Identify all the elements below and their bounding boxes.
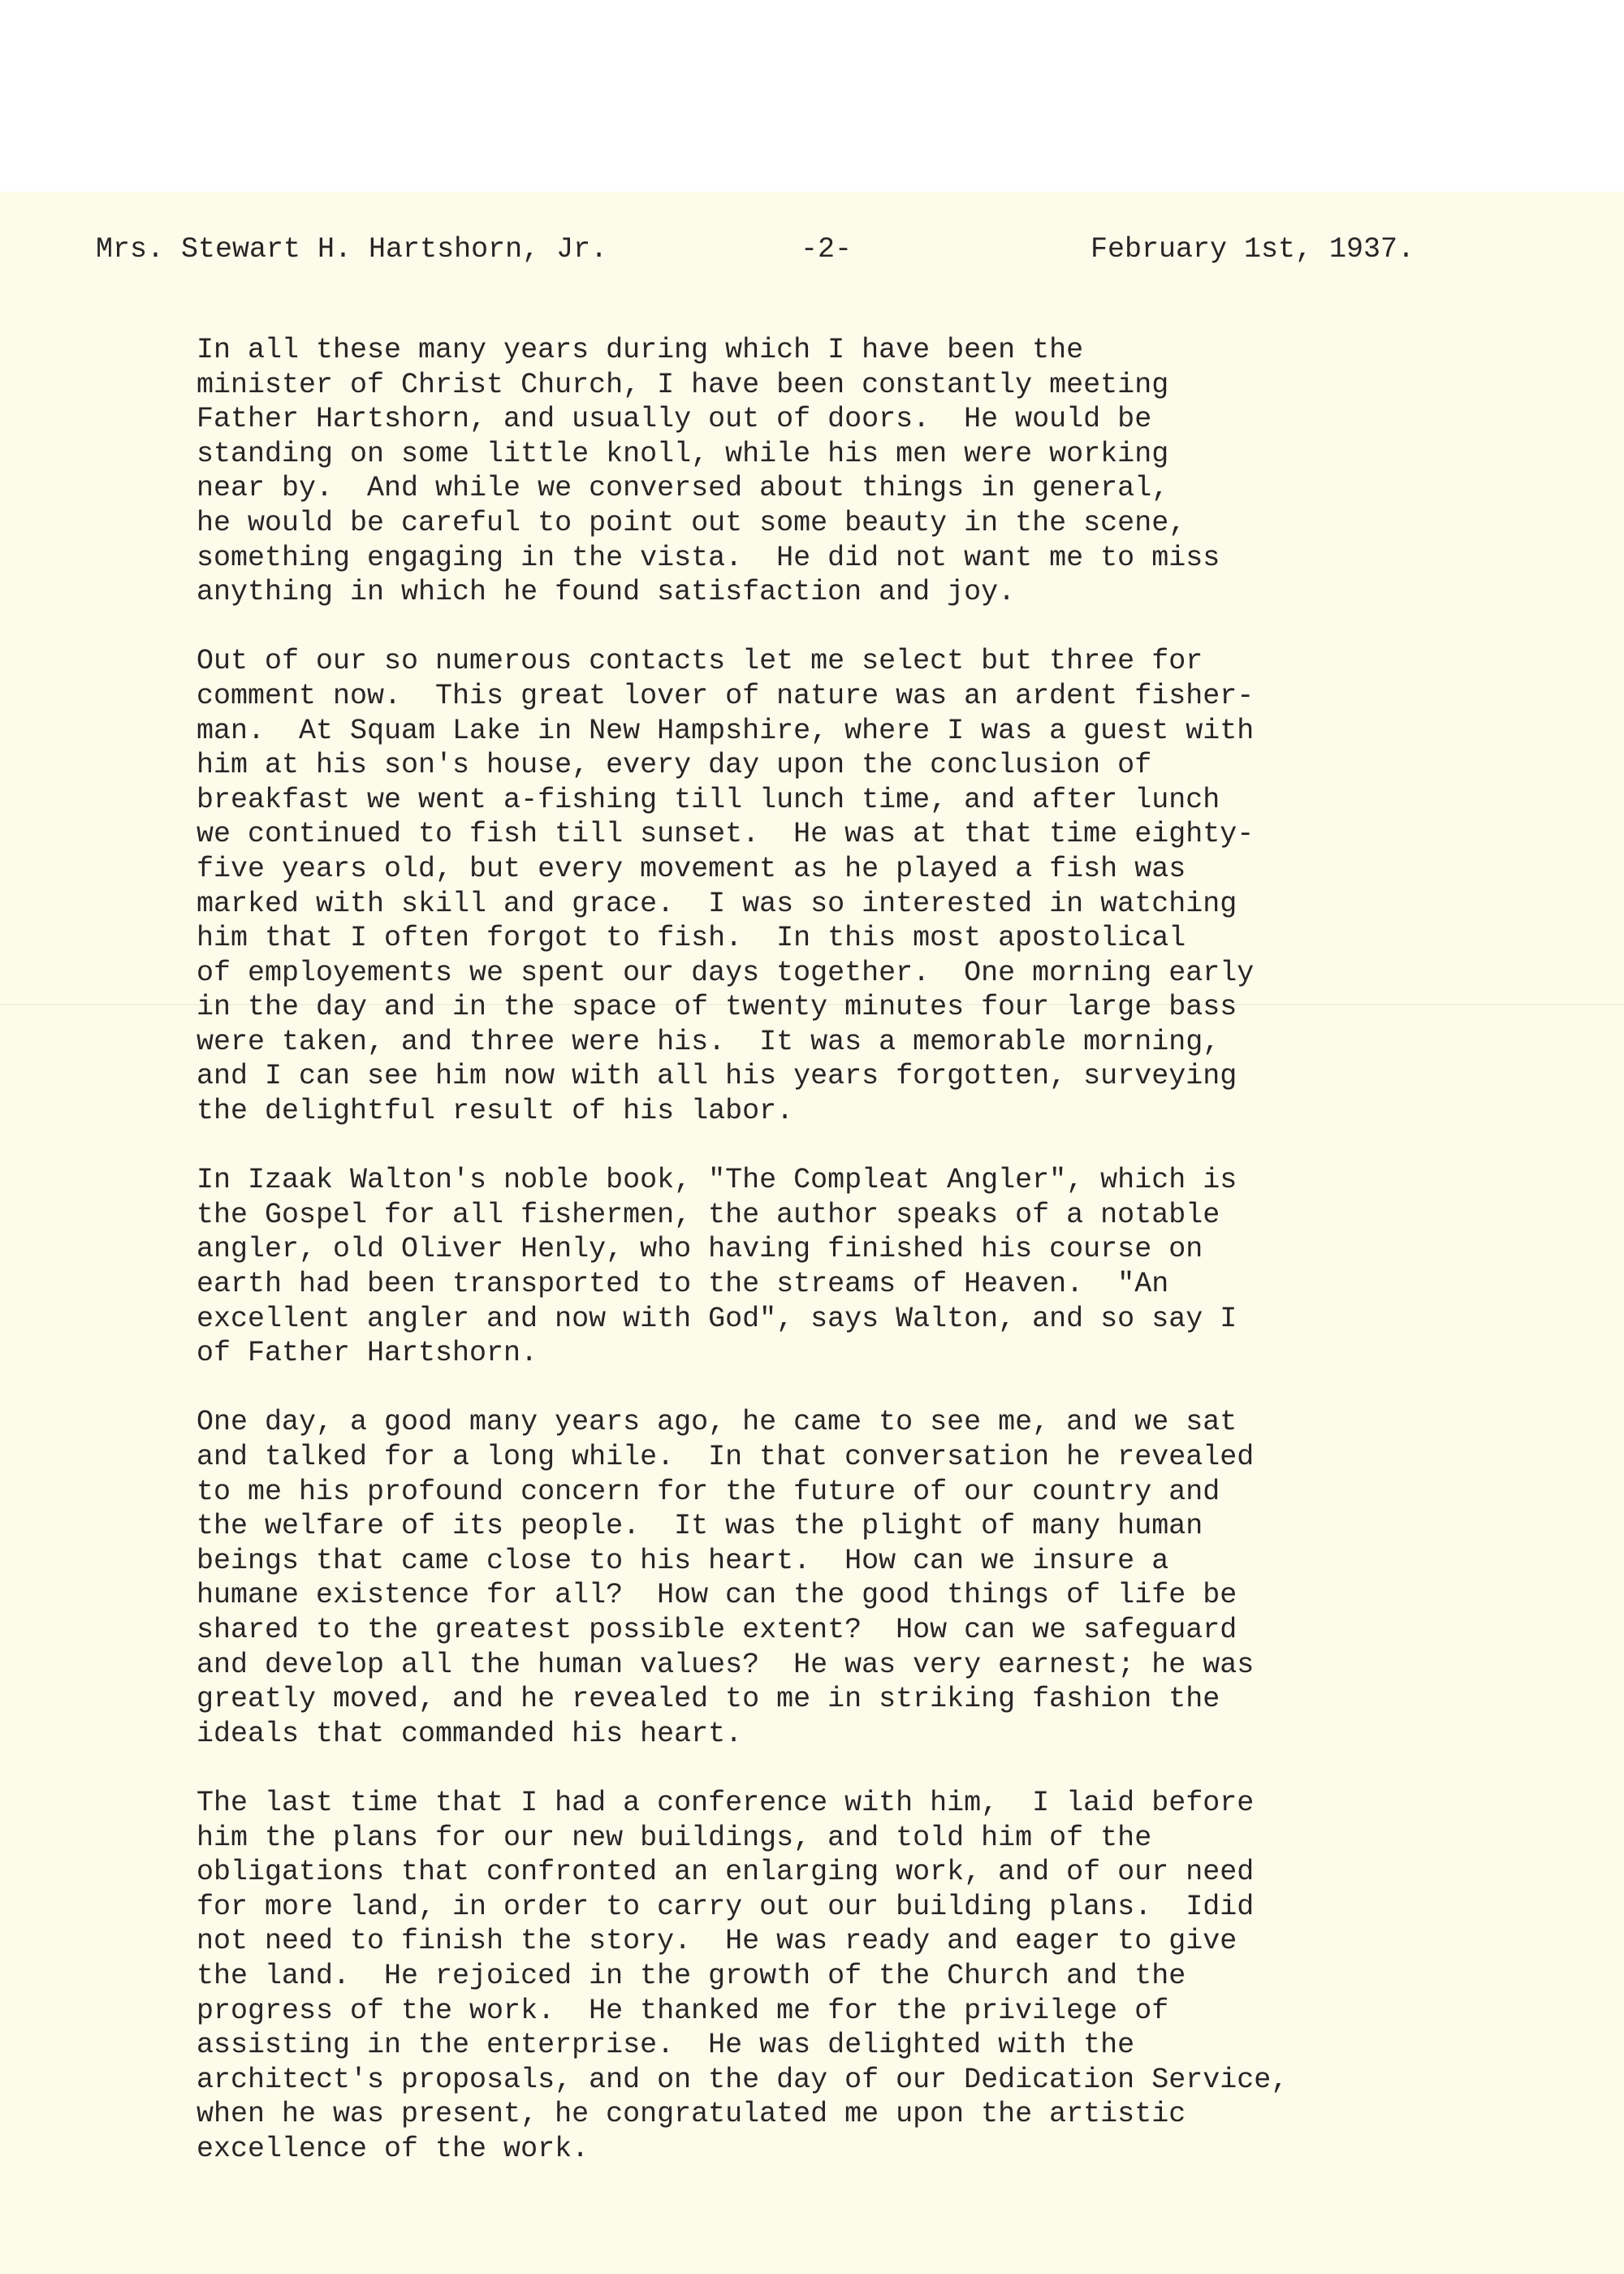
paragraph-tributes-outdoors: [197, 333, 1528, 610]
text-line: anything in which he found satisfaction and joy.: [197, 576, 1016, 609]
text-line: and develop all the human values? He was very earnest; he was: [197, 1648, 1255, 1681]
text-line: he would be careful to point out some beauty in the scene,: [197, 506, 1186, 539]
text-line: were taken, and three were his. It was a memorable morning,: [197, 1025, 1220, 1058]
paragraph-last-conference: [197, 1786, 1528, 2167]
text-line: The last time that I had a conference with him, I laid before: [197, 1786, 1255, 1819]
text-line: we continued to fish till sunset. He was at that time eighty-: [197, 818, 1255, 851]
text-line: architect's proposals, and on the day of our Dedication Service,: [197, 2063, 1289, 2096]
text-line: Father Hartshorn, and usually out of doors. He would be: [197, 403, 1152, 436]
text-line: something engaging in the vista. He did not want me to miss: [197, 541, 1220, 574]
text-line: five years old, but every movement as he played a fish was: [197, 852, 1186, 885]
text-line: not need to finish the story. He was ready and eager to give: [197, 1925, 1237, 1958]
header-date: February 1st, 1937.: [1091, 233, 1415, 266]
text-line: shared to the greatest possible extent? How can we safeguard: [197, 1613, 1237, 1646]
text-line: and I can see him now with all his years forgotten, surveying: [197, 1060, 1237, 1093]
text-line: for more land, in order to carry out our building plans. Idid: [197, 1890, 1255, 1923]
text-line: near by. And while we conversed about things in general,: [197, 472, 1169, 505]
text-line: breakfast we went a-fishing till lunch time, and after lunch: [197, 783, 1220, 816]
text-line: beings that came close to his heart. How can we insure a: [197, 1544, 1169, 1577]
text-line: to me his profound concern for the future of our country and: [197, 1475, 1220, 1508]
paragraph-walton: [197, 1163, 1528, 1371]
text-line: excellence of the work.: [197, 2132, 590, 2165]
text-line: In all these many years during which I have been the: [197, 334, 1084, 366]
text-line: in the day and in the space of twenty minutes four large bass: [197, 991, 1237, 1024]
text-line: angler, old Oliver Henly, who having finished his course on: [197, 1233, 1203, 1266]
header-page-number: -2-: [801, 233, 853, 266]
text-line: standing on some little knoll, while his men were working: [197, 437, 1169, 470]
text-line: of employements we spent our days together. One morning early: [197, 956, 1255, 989]
text-line: assisting in the enterprise. He was delighted with the: [197, 2029, 1135, 2062]
text-line: the delightful result of his labor.: [197, 1095, 794, 1128]
letter-body: [197, 333, 1528, 2201]
text-line: the land. He rejoiced in the growth of the Church and the: [197, 1959, 1186, 1992]
text-line: him that I often forgot to fish. In this most apostolical: [197, 922, 1186, 955]
text-line: minister of Christ Church, I have been constantly meeting: [197, 368, 1169, 401]
text-line: of Father Hartshorn.: [197, 1337, 538, 1370]
text-line: marked with skill and grace. I was so interested in watching: [197, 887, 1237, 920]
text-line: greatly moved, and he revealed to me in striking fashion the: [197, 1683, 1220, 1716]
text-line: when he was present, he congratulated me upon the artistic: [197, 2098, 1186, 2131]
letter-header: [96, 229, 1492, 270]
text-line: Out of our so numerous contacts let me select but three for: [197, 645, 1203, 678]
text-line: excellent angler and now with God", says Walton, and so say I: [197, 1302, 1237, 1335]
text-line: him the plans for our new buildings, and told him of the: [197, 1821, 1152, 1854]
text-line: the Gospel for all fishermen, the author speaks of a notable: [197, 1198, 1220, 1231]
text-line: the welfare of its people. It was the plight of many human: [197, 1510, 1203, 1543]
text-line: man. At Squam Lake in New Hampshire, where I was a guest with: [197, 714, 1255, 747]
text-line: In Izaak Walton's noble book, "The Compleat Angler", which is: [197, 1164, 1237, 1197]
paragraph-fishing: [197, 644, 1528, 1128]
text-line: earth had been transported to the streams of Heaven. "An: [197, 1268, 1169, 1301]
text-line: progress of the work. He thanked me for the privilege of: [197, 1994, 1169, 2027]
text-line: humane existence for all? How can the good things of life be: [197, 1579, 1237, 1612]
header-recipient: Mrs. Stewart H. Hartshorn, Jr.: [96, 233, 608, 266]
text-line: One day, a good many years ago, he came to see me, and we sat: [197, 1406, 1237, 1439]
text-line: ideals that commanded his heart.: [197, 1717, 743, 1750]
text-line: and talked for a long while. In that conversation he revealed: [197, 1441, 1255, 1473]
text-line: comment now. This great lover of nature was an ardent fisher-: [197, 679, 1255, 712]
text-line: him at his son's house, every day upon the conclusion of: [197, 749, 1152, 782]
text-line: obligations that confronted an enlarging work, and of our need: [197, 1856, 1255, 1889]
paragraph-conversation: [197, 1405, 1528, 1751]
